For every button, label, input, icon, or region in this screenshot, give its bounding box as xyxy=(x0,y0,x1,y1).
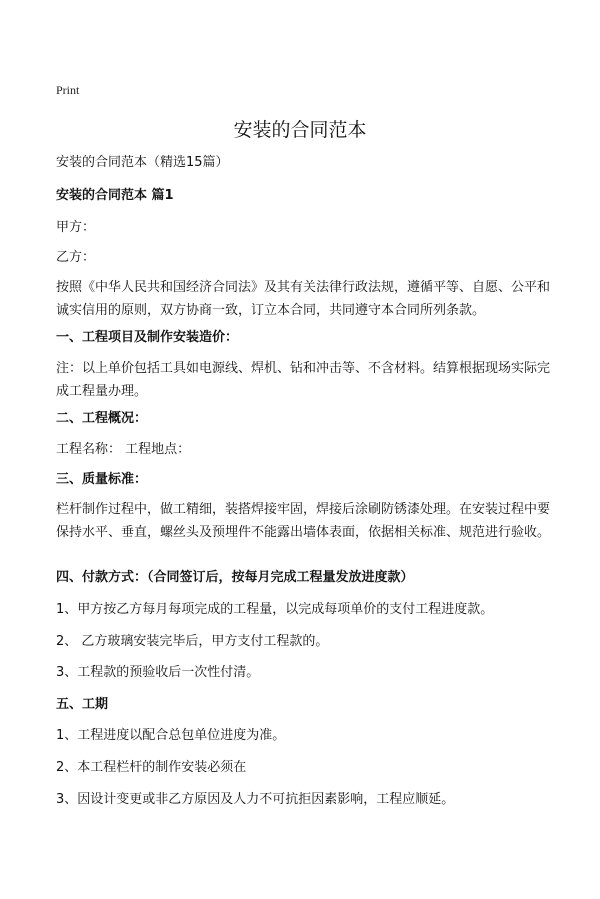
schedule-item-2: 2、本工程栏杆的制作安装必须在 xyxy=(56,760,247,775)
payment-item-1: 1、甲方按乙方每月每项完成的工程量，以完成每项单价的支付工程进度款。 xyxy=(56,602,494,617)
section-heading-3: 三、质量标准： xyxy=(56,472,148,487)
schedule-item-3: 3、因设计变更或非乙方原因及人力不可抗拒因素影响，工程应顺延。 xyxy=(56,792,455,807)
section-2-paragraph: 工程名称： 工程地点： xyxy=(56,442,191,457)
party-b-line: 乙方： xyxy=(56,250,96,265)
document-title: 安装的合同范本 xyxy=(233,119,367,141)
section-heading-4: 四、付款方式：（合同签订后，按每月完成工程量发放进度款） xyxy=(56,570,414,585)
document-subtitle: 安装的合同范本（精选15篇） xyxy=(56,155,229,170)
intro-paragraph: 按照《中华人民共和国经济合同法》及其有关法律行政法规，遵循平等、自愿、公平和诚实信用的原则，双方协商一致，订立本合同，共同遵守本合同所列条款。 xyxy=(56,280,551,318)
payment-item-3: 3、工程款的预验收后一次性付清。 xyxy=(56,665,260,680)
section-heading-1: 一、工程项目及制作安装造价： xyxy=(56,330,239,345)
section-heading-5: 五、工期 xyxy=(56,697,109,712)
party-a-line: 甲方： xyxy=(56,220,96,235)
section-title: 安装的合同范本 篇1 xyxy=(56,188,174,203)
schedule-item-1: 1、工程进度以配合总包单位进度为准。 xyxy=(56,728,286,743)
section-3-paragraph: 栏杆制作过程中，做工精细，装搭焊接牢固，焊接后涂刷防锈漆处理。在安装过程中要保持水平、垂直，螺丝头及预埋件不能露出墙体表面，依据相关标准、规范进行验收。 xyxy=(56,502,551,540)
payment-item-2: 2、 乙方玻璃安装完毕后，甲方支付工程款的。 xyxy=(56,634,329,649)
section-heading-2: 二、工程概况： xyxy=(56,411,148,426)
print-label: Print xyxy=(56,83,80,97)
section-1-paragraph: 注：以上单价包括工具如电源线、焊机、钻和冲击等、不含材料。结算根据现场实际完成工程量办理。 xyxy=(56,361,551,399)
